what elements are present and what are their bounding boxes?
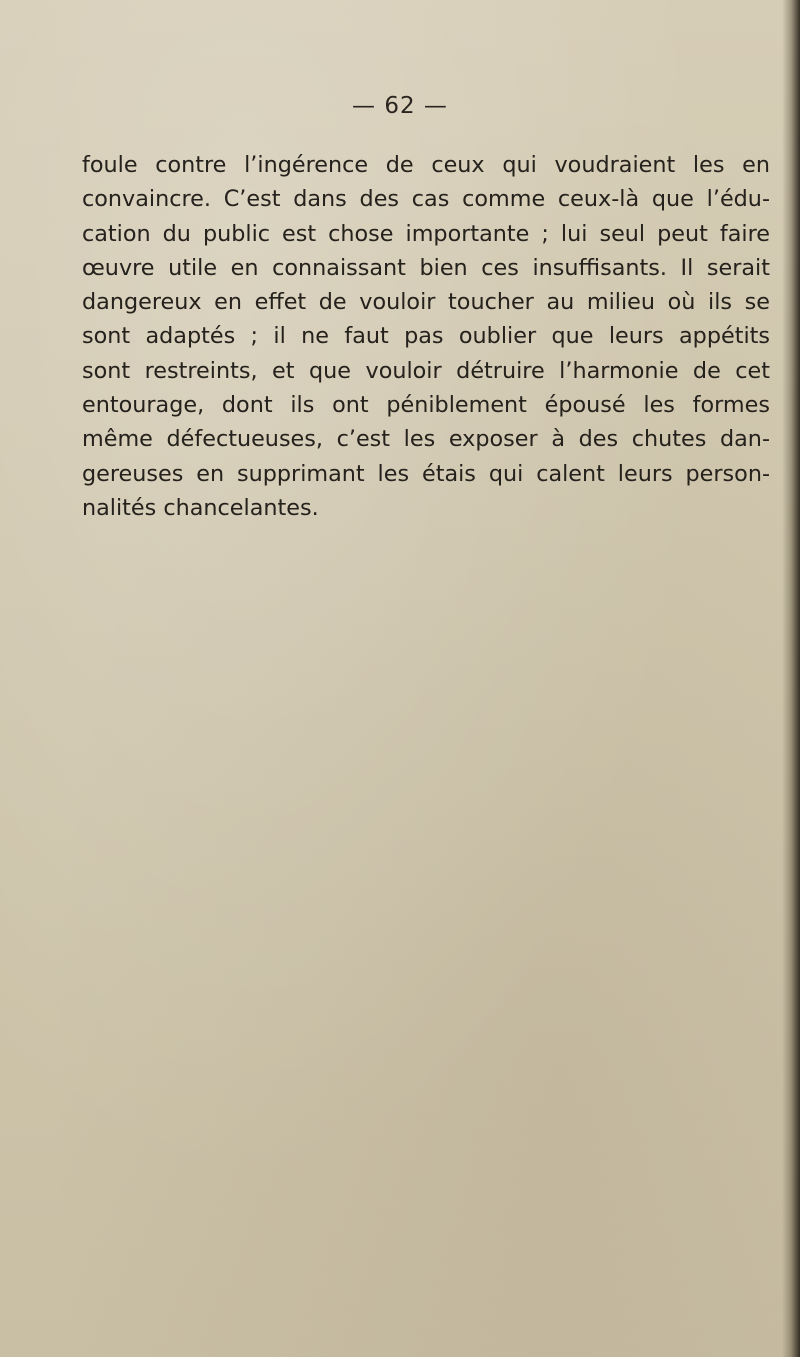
text-line: cation du public est chose importante ; lui seul peut faire: [82, 220, 770, 247]
text-line: convaincre. C’est dans des cas comme ceux-là que l’édu-: [82, 186, 770, 213]
body-paragraph: [82, 148, 770, 525]
page-edge-shadow: [782, 0, 800, 1357]
text-line: entourage, dont ils ont péniblement épousé les formes: [82, 392, 770, 419]
text-line: œuvre utile en connaissant bien ces insuffisants. Il serait: [82, 254, 770, 281]
page-number: — 62 —: [352, 93, 448, 119]
text-line: foule contre l’ingérence de ceux qui voudraient les en: [82, 152, 770, 178]
text-line: gereuses en supprimant les étais qui calent leurs person-: [82, 460, 770, 487]
text-line: sont restreints, et que vouloir détruire l’harmonie de cet: [82, 357, 770, 384]
text-line: nalités chancelantes.: [82, 494, 319, 521]
text-line: même défectueuses, c’est les exposer à des chutes dan-: [82, 426, 770, 453]
text-line: dangereux en effet de vouloir toucher au milieu où ils se: [82, 289, 770, 316]
text-line: sont adaptés ; il ne faut pas oublier que leurs appétits: [82, 323, 770, 350]
